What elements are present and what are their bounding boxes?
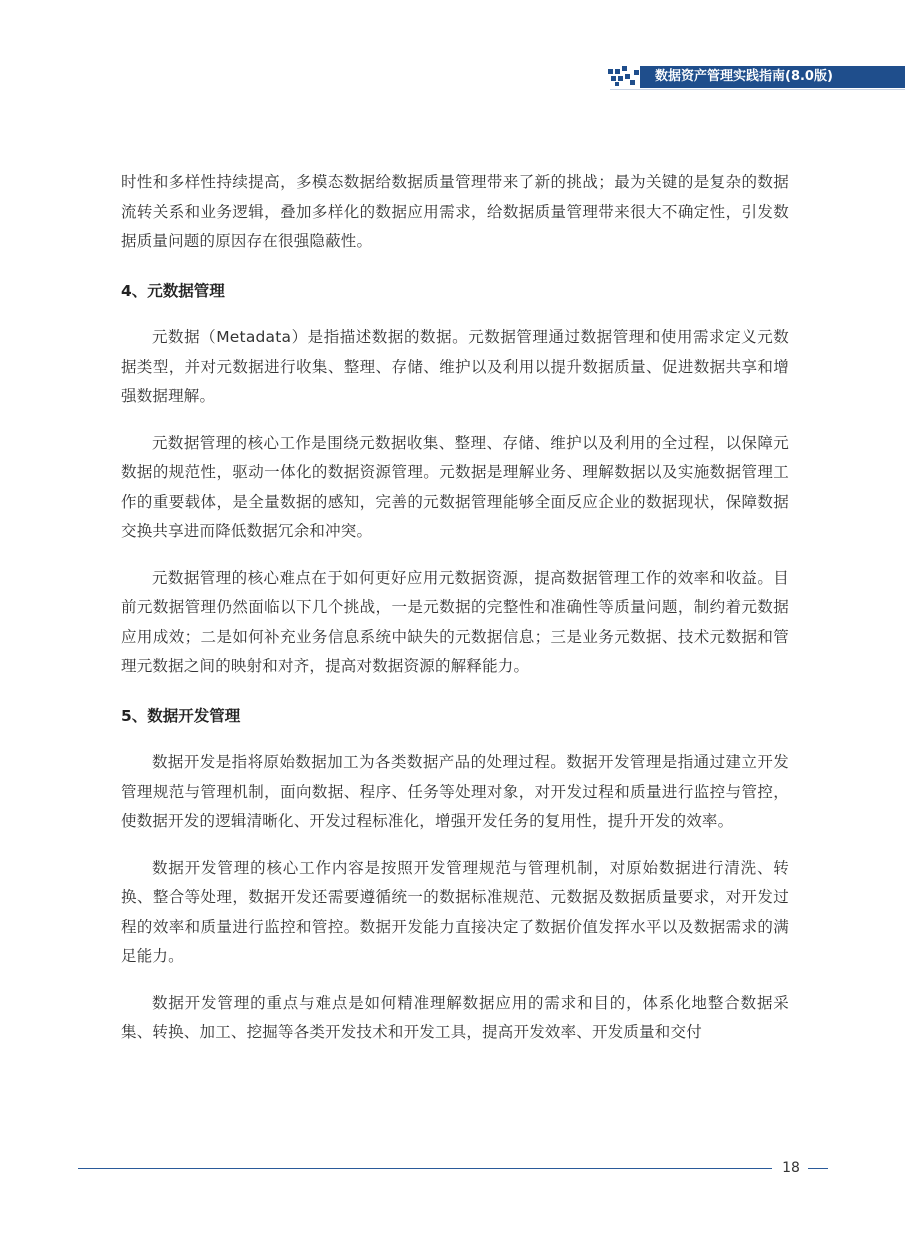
paragraph-metadata-challenges: 元数据管理的核心难点在于如何更好应用元数据资源，提高数据管理工作的效率和收益。目前元数据管理仍然面临以下几个挑战，一是元数据的完整性和准确性等质量问题，制约着元数据应用成效；二是如何补充业务信息系统中缺失的元数据信息；三是业务元数据、技术元数据和管理元数据之间的映射和对齐，提高对数据资源的解释能力。 bbox=[121, 568, 789, 675]
header-logo-squares-icon bbox=[608, 66, 640, 88]
paragraph-intro: 时性和多样性持续提高，多模态数据给数据质量管理带来了新的挑战；最为关键的是复杂的数据流转关系和业务逻辑，叠加多样化的数据应用需求，给数据质量管理带来很大不确定性，引发数据质量问题的原因存在很强隐蔽性。 bbox=[121, 173, 789, 250]
paragraph-metadata-core-work: 元数据管理的核心工作是围绕元数据收集、整理、存储、维护以及利用的全过程，以保障元数据的规范性，驱动一体化的数据资源管理。元数据是理解业务、理解数据以及实施数据管理工作的重要载体，是全量数据的感知，完善的元数据管理能够全面反应企业的数据现状，保障数据交换共享进而降低数据冗余和冲突。 bbox=[121, 433, 789, 540]
header-rule bbox=[610, 89, 905, 90]
paragraph-development-core-work: 数据开发管理的核心工作内容是按照开发管理规范与管理机制，对原始数据进行清洗、转换、整合等处理，数据开发还需要遵循统一的数据标准规范、元数据及数据质量要求，对开发过程的效率和质量进行监控和管控。数据开发能力直接决定了数据价值发挥水平以及数据需求的满足能力。 bbox=[121, 858, 789, 965]
footer-rule bbox=[78, 1168, 772, 1169]
header-title: 数据资产管理实践指南(8.0版) bbox=[655, 69, 833, 84]
page-content bbox=[121, 168, 789, 1048]
page-number: 18 bbox=[782, 1160, 800, 1176]
footer-rule-right bbox=[808, 1168, 828, 1169]
paragraph-metadata-definition: 元数据（Metadata）是指描述数据的数据。元数据管理通过数据管理和使用需求定义元数据类型，并对元数据进行收集、整理、存储、维护以及利用以提升数据质量、促进数据共享和增强数据理解。 bbox=[121, 328, 789, 405]
section-heading-metadata: 4、元数据管理 bbox=[121, 281, 225, 300]
section-heading-data-development: 5、数据开发管理 bbox=[121, 706, 241, 725]
paragraph-development-difficulties: 数据开发管理的重点与难点是如何精准理解数据应用的需求和目的，体系化地整合数据采集、转换、加工、挖掘等各类开发技术和开发工具，提高开发效率、开发质量和交付 bbox=[121, 993, 789, 1041]
paragraph-development-definition: 数据开发是指将原始数据加工为各类数据产品的处理过程。数据开发管理是指通过建立开发管理规范与管理机制，面向数据、程序、任务等处理对象，对开发过程和质量进行监控与管控，使数据开发的逻辑清晰化、开发过程标准化，增强开发任务的复用性，提升开发的效率。 bbox=[121, 753, 789, 830]
